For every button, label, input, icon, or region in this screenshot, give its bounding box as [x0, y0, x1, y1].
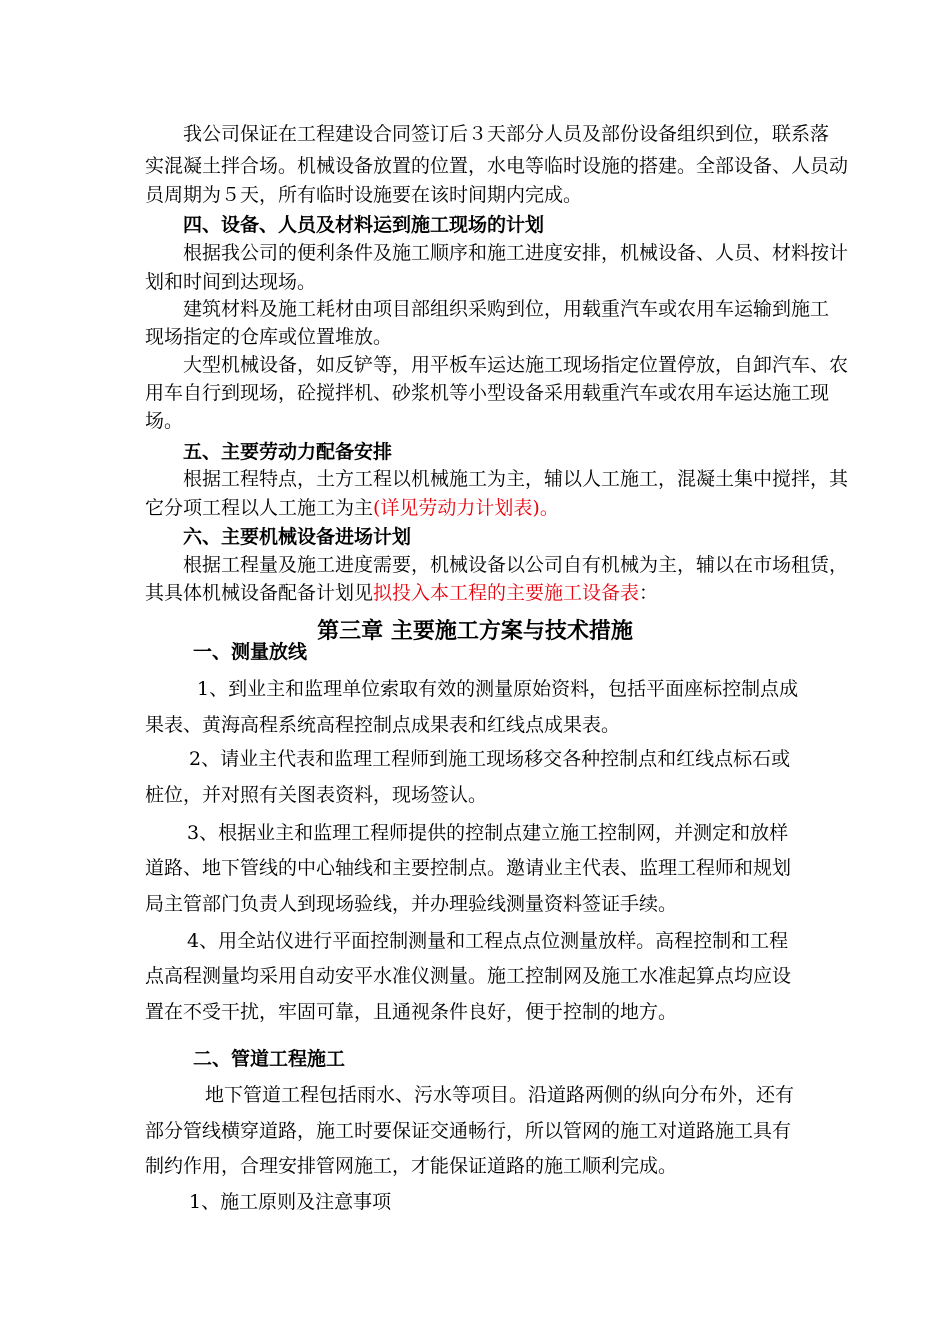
pipe-line-1: 地下管道工程包括雨水、污水等项目。沿道路两侧的纵向分布外，还有 — [205, 1084, 795, 1106]
chapter-title: 第三章 主要施工方案与技术措施 — [317, 619, 633, 644]
section-4-heading: 四、设备、人员及材料运到施工现场的计划 — [183, 214, 545, 236]
survey-heading: 一、测量放线 — [193, 641, 308, 663]
section-5-line-2-text: 它分项工程以人工施工为主 — [145, 497, 374, 519]
section-5-line-1: 根据工程特点，土方工程以机械施工为主，辅以人工施工，混凝土集中搅拌，其 — [183, 468, 849, 490]
survey-item-4-line-1: 4、用全站仪进行平面控制测量和工程点点位测量放样。高程控制和工程 — [187, 930, 789, 952]
equipment-table-reference: 拟投入本工程的主要施工设备表 — [373, 582, 640, 604]
pipe-subsection-1: 1、施工原则及注意事项 — [189, 1191, 392, 1213]
intro-line-2: 实混凝土拌合场。机械设备放置的位置，水电等临时设施的搭建。全部设备、人员动 — [145, 155, 849, 177]
section-4-para-1-line-2: 划和时间到达现场。 — [145, 271, 317, 293]
survey-item-3-line-3: 局主管部门负责人到现场验线，并办理验线测量资料签证手续。 — [145, 893, 678, 915]
survey-item-3-line-1: 3、根据业主和监理工程师提供的控制点建立施工控制网，并测定和放样 — [187, 822, 789, 844]
section-5-line-2 — [145, 496, 559, 520]
survey-item-4-line-2: 点高程测量均采用自动安平水准仪测量。施工控制网及施工水准起算点均应设 — [145, 965, 792, 987]
section-4-para-3-line-2: 用车自行到现场，砼搅拌机、砂浆机等小型设备采用载重汽车或农用车运达施工现 — [145, 382, 830, 404]
labor-plan-reference: (详见劳动力计划表)。 — [373, 497, 559, 519]
intro-line-1: 我公司保证在工程建设合同签订后３天部分人员及部份设备组织到位，联系落 — [183, 123, 830, 145]
survey-item-2-line-1: 2、请业主代表和监理工程师到施工现场移交各种控制点和红线点标石或 — [189, 748, 791, 770]
section-6-line-2 — [145, 581, 658, 605]
pipe-line-3: 制约作用，合理安排管网施工，才能保证道路的施工顺利完成。 — [145, 1155, 678, 1177]
section-6-line-2-text: 其具体机械设备配备计划见 — [145, 582, 374, 604]
section-5-heading: 五、主要劳动力配备安排 — [183, 441, 393, 463]
intro-line-3: 员周期为５天，所有临时设施要在该时间期内完成。 — [145, 184, 583, 206]
pipe-line-2: 部分管线横穿道路，施工时要保证交通畅行，所以管网的施工对道路施工具有 — [145, 1120, 792, 1142]
section-4-para-3-line-3: 场。 — [145, 410, 184, 432]
section-4-para-3-line-1: 大型机械设备，如反铲等，用平板车运达施工现场指定位置停放，自卸汽车、农 — [183, 354, 849, 376]
section-4-para-2-line-2: 现场指定的仓库或位置堆放。 — [145, 326, 393, 348]
survey-item-1-line-1: 1、到业主和监理单位索取有效的测量原始资料，包括平面座标控制点成 — [197, 678, 799, 700]
section-6-line-2-colon: ： — [639, 582, 659, 604]
section-6-line-1: 根据工程量及施工进度需要，机械设备以公司自有机械为主，辅以在市场租赁， — [183, 554, 849, 576]
survey-item-4-line-3: 置在不受干扰，牢固可靠，且通视条件良好，便于控制的地方。 — [145, 1001, 678, 1023]
survey-item-3-line-2: 道路、地下管线的中心轴线和主要控制点。邀请业主代表、监理工程师和规划 — [145, 857, 792, 879]
section-4-para-1-line-1: 根据我公司的便利条件及施工顺序和施工进度安排，机械设备、人员、材料按计 — [183, 242, 849, 264]
survey-item-1-line-2: 果表、黄海高程系统高程控制点成果表和红线点成果表。 — [145, 714, 621, 736]
section-6-heading: 六、主要机械设备进场计划 — [183, 526, 412, 548]
pipe-heading: 二、管道工程施工 — [193, 1048, 346, 1070]
survey-item-2-line-2: 桩位，并对照有关图表资料，现场签认。 — [145, 784, 488, 806]
section-4-para-2-line-1: 建筑材料及施工耗材由项目部组织采购到位，用载重汽车或农用车运输到施工 — [183, 298, 830, 320]
